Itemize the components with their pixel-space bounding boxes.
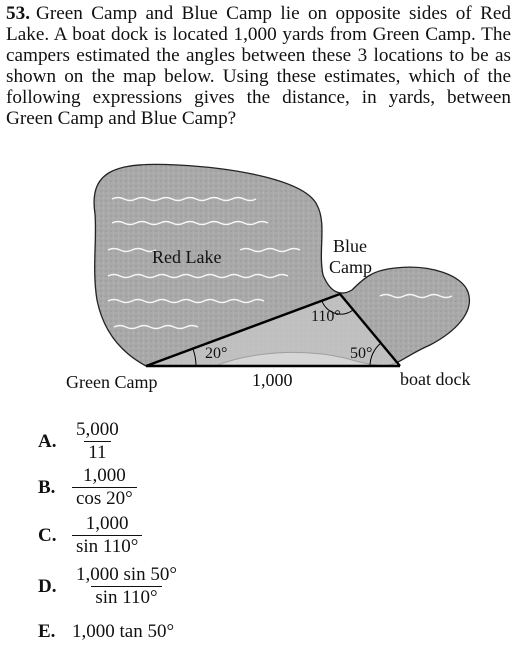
- blue-camp-label-line1: Blue: [333, 236, 367, 256]
- choice-c[interactable]: [38, 514, 142, 557]
- choice-e-expression: 1,000 tan 50°: [72, 621, 175, 642]
- choice-c-fraction: [72, 514, 142, 557]
- choice-d[interactable]: [38, 565, 181, 608]
- angle-label-blue: 110°: [311, 308, 341, 325]
- angle-label-green: 20°: [205, 345, 228, 362]
- question-number: 53.: [6, 3, 30, 24]
- numerator: 5,000: [76, 419, 119, 440]
- choice-letter: B.: [38, 476, 56, 498]
- choice-b-fraction: [72, 466, 137, 509]
- lake-label: Red Lake: [152, 247, 222, 267]
- choice-letter: A.: [38, 430, 57, 452]
- choice-e[interactable]: [38, 621, 174, 643]
- choice-letter: E.: [38, 621, 56, 642]
- choice-a[interactable]: [38, 420, 123, 463]
- denominator: sin 110°: [91, 586, 161, 608]
- green-camp-label: Green Camp: [66, 372, 158, 392]
- base-length-label: 1,000: [252, 370, 293, 390]
- numerator: 1,000 sin 50°: [76, 564, 178, 585]
- choice-a-fraction: [72, 420, 123, 463]
- angle-label-dock: 50°: [350, 345, 373, 362]
- denominator: 11: [84, 441, 110, 463]
- choice-b[interactable]: [38, 466, 137, 509]
- blue-camp-label-line2: Camp: [329, 257, 372, 277]
- numerator: 1,000: [85, 513, 129, 534]
- choice-letter: C.: [38, 524, 57, 546]
- choice-letter: D.: [38, 575, 57, 597]
- question-body: Green Camp and Blue Camp lie on opposite sides of Red Lake. A boat dock is located 1,000 yards from Green Camp. The campers estimated the angles between these 3 locations to be as shown on the map below. Using these estimates, which of the following expressions gives the distance, in yards, between Green Camp and Blue Camp?: [6, 3, 511, 129]
- numerator: 1,000: [82, 465, 126, 486]
- choice-d-fraction: [72, 565, 181, 608]
- denominator: sin 110°: [72, 535, 142, 557]
- denominator: cos 20°: [72, 487, 137, 509]
- boat-dock-label: boat dock: [400, 369, 471, 389]
